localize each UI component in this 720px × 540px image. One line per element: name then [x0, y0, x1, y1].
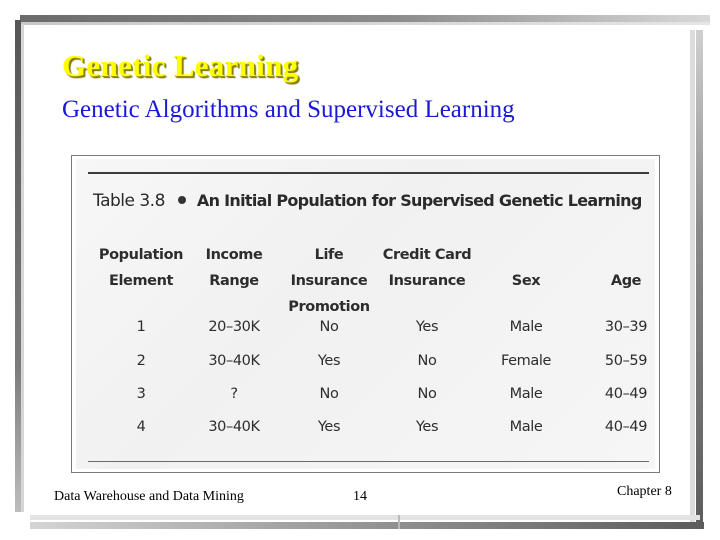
frame-bottom-shadow [30, 515, 700, 520]
table-scan-image [71, 155, 660, 473]
cell-age: 30–39 [604, 319, 648, 335]
table-title: An Initial Population for Supervised Genetic Learning [196, 191, 642, 210]
column-header-sex [491, 242, 561, 294]
frame-top-bar [20, 15, 710, 22]
cell-income-range: 30–40K [208, 353, 260, 369]
footer-chapter: Chapter 8 [617, 484, 672, 499]
table-caption [93, 191, 642, 211]
bullet-icon [178, 196, 186, 204]
cell-credit-card-insurance: No [417, 353, 437, 369]
table-label: Table 3.8 [93, 191, 165, 211]
scan-background [76, 159, 655, 469]
column-header-line: Element [108, 273, 174, 289]
column-header-line: Promotion [288, 299, 370, 315]
slide-title: Genetic Learning [62, 48, 299, 83]
column-header-line [591, 242, 661, 268]
column-header-line [491, 242, 561, 268]
slide-subtitle: Genetic Algorithms and Supervised Learning [62, 96, 515, 123]
cell-sex: Female [500, 353, 552, 369]
cell-sex: Male [509, 319, 543, 335]
cell-income-range: ? [230, 386, 238, 402]
column-header-life-insurance-promotion [274, 242, 384, 320]
cell-age: 40–49 [604, 419, 648, 435]
cell-population-element: 1 [136, 319, 146, 335]
frame-bottom-bar [30, 522, 704, 529]
column-header-income-range [194, 242, 274, 294]
cell-credit-card-insurance: Yes [415, 419, 439, 435]
cell-age: 40–49 [604, 386, 648, 402]
cell-population-element: 3 [136, 386, 146, 402]
cell-life-insurance-promotion: Yes [317, 419, 341, 435]
column-header-population-element [86, 242, 196, 294]
column-header-age [591, 242, 661, 294]
column-header-line: Range [209, 273, 259, 289]
cell-sex: Male [509, 419, 543, 435]
cell-credit-card-insurance: No [417, 386, 437, 402]
frame-right-bar [696, 30, 703, 528]
column-header-line: Age [610, 273, 642, 289]
table-top-rule [88, 172, 649, 174]
cell-sex: Male [509, 386, 543, 402]
cell-credit-card-insurance: Yes [415, 319, 439, 335]
column-header-line: Credit Card [382, 247, 472, 263]
frame-right-shadow [690, 30, 695, 528]
column-header-credit-card-insurance [382, 242, 472, 294]
footer-course-name: Data Warehouse and Data Mining [54, 489, 244, 504]
column-header-line: Sex [511, 273, 541, 289]
frame-bottom-divider [398, 515, 400, 529]
cell-life-insurance-promotion: No [319, 319, 339, 335]
frame-left-shadow [21, 24, 24, 512]
column-header-line: Population [98, 247, 184, 263]
cell-population-element: 2 [136, 353, 146, 369]
column-header-line: Income [205, 247, 263, 263]
table-bottom-rule [88, 461, 649, 462]
cell-life-insurance-promotion: Yes [317, 353, 341, 369]
cell-income-range: 30–40K [208, 419, 260, 435]
cell-age: 50–59 [604, 353, 648, 369]
frame-top-shadow [20, 22, 710, 25]
footer-page-number: 14 [353, 489, 367, 504]
column-header-line: Insurance [388, 273, 466, 289]
cell-income-range: 20–30K [208, 319, 260, 335]
column-header-line: Life Insurance [290, 247, 368, 289]
cell-life-insurance-promotion: No [319, 386, 339, 402]
cell-population-element: 4 [136, 419, 146, 435]
